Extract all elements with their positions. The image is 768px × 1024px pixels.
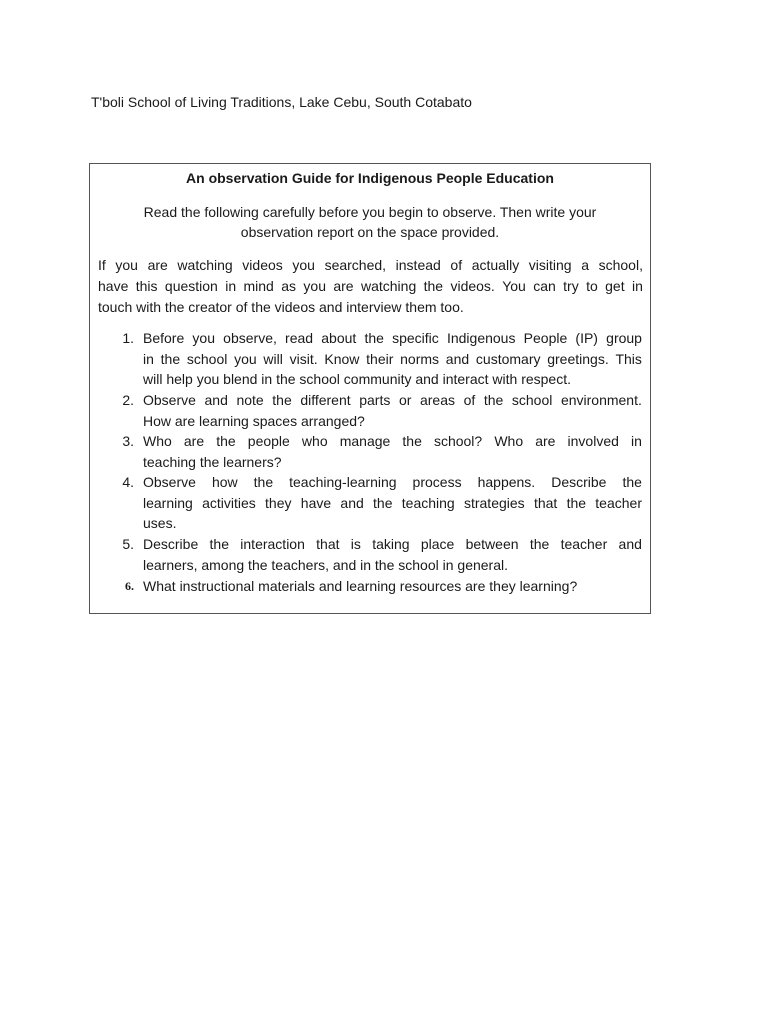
guide-title: An observation Guide for Indigenous People Education xyxy=(186,170,554,186)
item-number: 6. xyxy=(125,579,134,593)
guide-instruction xyxy=(90,202,650,242)
item-line: Who are the people who manage the school? Who are involved in xyxy=(143,433,642,449)
instruction-line: observation report on the space provided. xyxy=(240,224,500,240)
guide-note xyxy=(98,255,643,318)
item-line: learners, among the teachers, and in the school in general. xyxy=(143,556,509,573)
item-line: What instructional materials and learning resources are they learning? xyxy=(143,578,578,594)
item-text xyxy=(143,534,642,575)
item-number: 2. xyxy=(122,392,134,408)
item-text xyxy=(143,390,642,431)
item-number: 1. xyxy=(122,330,134,346)
observation-guide-box xyxy=(89,163,651,614)
note-line: have this question in mind as you are watching the videos. You can try to get in xyxy=(98,278,643,294)
item-line: in the school you will visit. Know their norms and customary greetings. This xyxy=(143,350,642,367)
note-line: touch with the creator of the videos and interview them too. xyxy=(98,299,464,315)
item-number: 3. xyxy=(122,433,134,449)
note-line: If you are watching videos you searched, instead of actually visiting a school, xyxy=(98,257,643,273)
item-line: uses. xyxy=(143,515,177,531)
item-text xyxy=(143,576,642,597)
item-line: teaching the learners? xyxy=(143,453,282,470)
item-line: Before you observe, read about the specific Indigenous People (IP) group xyxy=(143,330,642,346)
item-text xyxy=(143,328,642,390)
item-text xyxy=(143,472,642,534)
item-line: Observe how the teaching-learning process happens. Describe the xyxy=(143,474,642,490)
item-text xyxy=(143,431,642,472)
item-number: 4. xyxy=(122,474,134,490)
document-header-location: T'boli School of Living Traditions, Lake Cebu, South Cotabato xyxy=(91,94,472,110)
item-line: How are learning spaces arranged? xyxy=(143,412,365,429)
item-line: learning activities they have and the teaching strategies that the teacher xyxy=(143,494,642,511)
instruction-line: Read the following carefully before you begin to observe. Then write your xyxy=(143,204,597,220)
item-line: will help you blend in the school community and interact with respect. xyxy=(143,371,571,387)
item-line: Describe the interaction that is taking place between the teacher and xyxy=(143,536,642,552)
item-line: Observe and note the different parts or areas of the school environment. xyxy=(143,392,642,408)
item-number: 5. xyxy=(122,536,134,552)
